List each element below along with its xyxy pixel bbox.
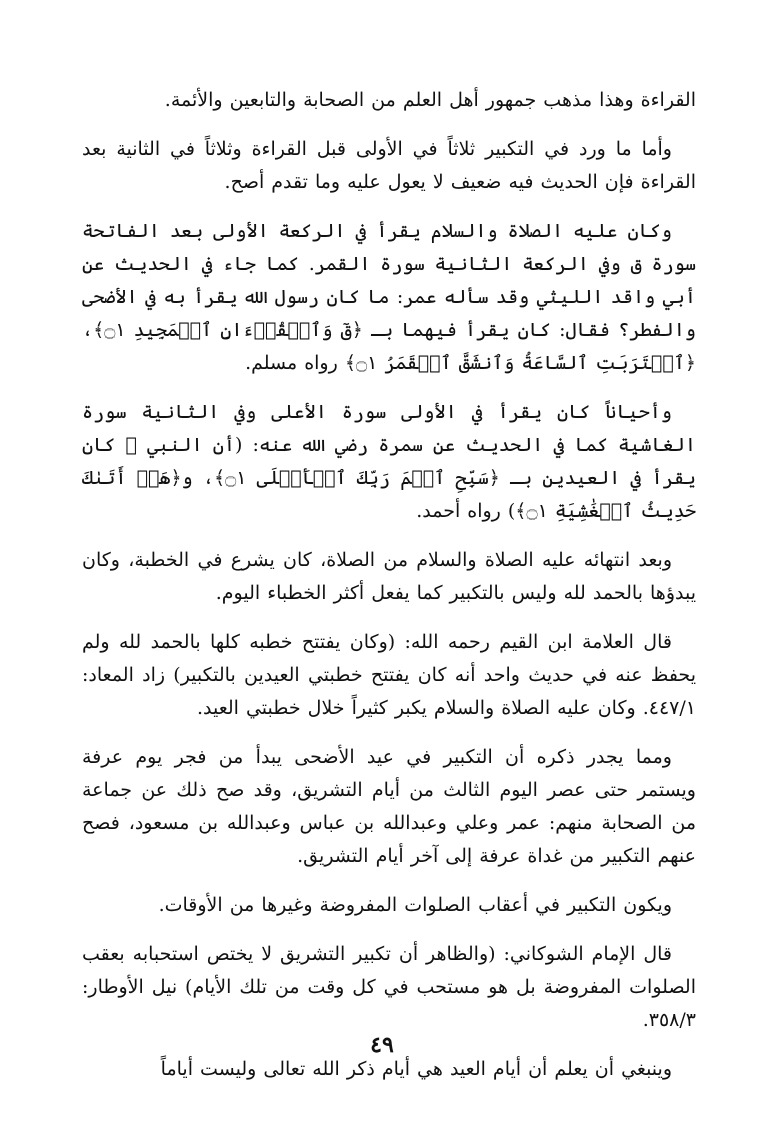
paragraph: ويكون التكبير في أعقاب الصلوات المفروضة وغيرها من الأوقات. xyxy=(158,894,672,916)
paragraph: قال العلامة ابن القيم رحمه الله: (وكان يفتتح خطبه كلها بالحمد لله ولم يحفظ عنه في حديث واحد أنه كان يفتتح خطبتي العيدين بالتكبير) زاد المعاد: ٤٤٧/١. وكان عليه الصلاة والسلام يكبر كثيراً خلال خطبتي العيد. xyxy=(82,631,696,719)
page-body xyxy=(82,84,696,1102)
paragraph: قال الإمام الشوكاني: (والظاهر أن تكبير التشريق لا يختص استحبابه بعقب الصلوات المفروضة بل هو مستحب في كل وقت من تلك الأيام) نيل الأوطار: ٣٥٨/٣. xyxy=(82,943,696,1031)
paragraph: وبعد انتهائه عليه الصلاة والسلام من الصلاة، كان يشرع في الخطبة، وكان يبدؤها بالحمد لله وليس بالتكبير كما يفعل أكثر الخطباء اليوم. xyxy=(82,549,696,604)
page-number: ٤٩ xyxy=(370,1032,394,1058)
paragraph: القراءة وهذا مذهب جمهور أهل العلم من الصحابة والتابعين والأئمة. xyxy=(164,89,696,111)
paragraph: وكان عليه الصلاة والسلام يقرأ في الركعة الأولى بعد الفاتحة سورة ق وفي الركعة الثانية سورة القمر. كما جاء في الحديث عن أبي واقد الليثي وقد سأله عمر: ما كان رسول الله يقرأ به في الأضحى والفطر؟ فقال: كان يقرأ فيهما بـ ﴿قٓ وَٱلۡقُرۡءَانِ ٱلۡمَجِيدِ ۝١﴾، ﴿ٱقۡتَرَبَتِ ٱلسَّاعَةُ وَٱنشَقَّ ٱلۡقَمَرُ ۝١﴾ رواه مسلم. xyxy=(82,220,696,374)
paragraph: وأحياناً كان يقرأ في الأولى سورة الأعلى وفي الثانية سورة الغاشية كما في الحديث عن سمرة رضي الله عنه: (أن النبي ﷺ كان يقرأ في العيدين بـ ﴿سَبِّحِ ٱسۡمَ رَبِّكَ ٱلۡأَعۡلَى ۝١﴾، و﴿هَلۡ أَتَىٰكَ حَدِيثُ ٱلۡغَٰشِيَةِ ۝١﴾) رواه أحمد. xyxy=(82,401,696,522)
paragraph: وأما ما ورد في التكبير ثلاثاً في الأولى قبل القراءة وثلاثاً في الثانية بعد القراءة فإن الحديث فيه ضعيف لا يعول عليه وما تقدم أصح. xyxy=(82,138,696,193)
paragraph: ومما يجدر ذكره أن التكبير في عيد الأضحى يبدأ من فجر يوم عرفة ويستمر حتى عصر اليوم الثالث من أيام التشريق، وقد صح ذلك عن جماعة من الصحابة منهم: عمر وعلي وعبدالله بن عباس وعبدالله بن مسعود، فصح عنهم التكبير من غداة عرفة إلى آخر أيام التشريق. xyxy=(82,746,696,867)
paragraph: وينبغي أن يعلم أن أيام العيد هي أيام ذكر الله تعالى وليست أياماً xyxy=(160,1058,672,1080)
